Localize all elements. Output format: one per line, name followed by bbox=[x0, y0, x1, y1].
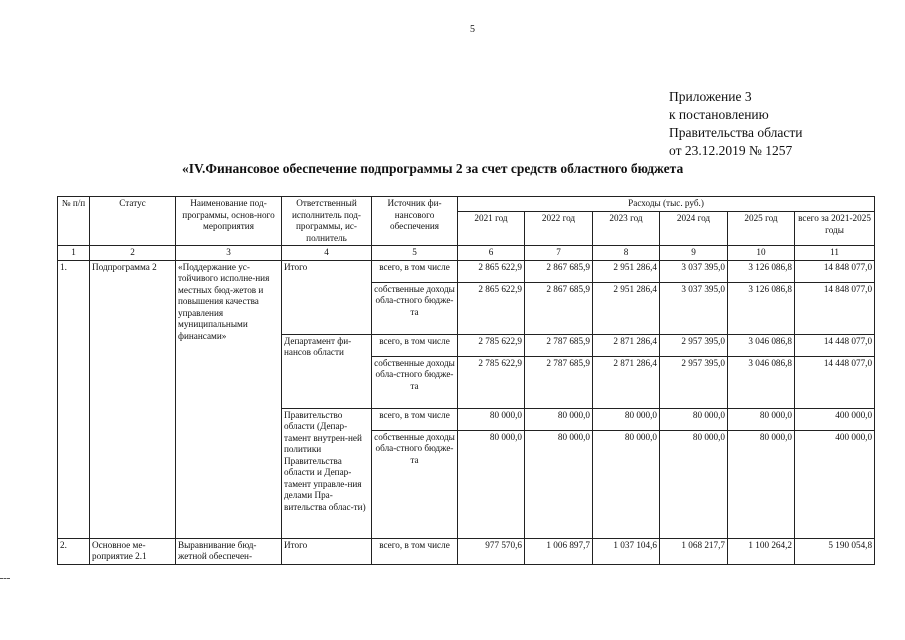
row-source: собственные доходы обла-стного бюдже-та bbox=[372, 356, 458, 408]
value-cell: 80 000,0 bbox=[728, 408, 795, 430]
header-year: 2023 год bbox=[593, 212, 660, 246]
column-number: 6 bbox=[458, 246, 525, 261]
value-cell: 1 100 264,2 bbox=[728, 538, 795, 564]
value-cell: 2 871 286,4 bbox=[593, 356, 660, 408]
column-number: 1 bbox=[58, 246, 90, 261]
value-cell: 2 785 622,9 bbox=[458, 334, 525, 356]
row-source: всего, в том числе bbox=[372, 408, 458, 430]
value-cell: 80 000,0 bbox=[728, 430, 795, 538]
value-cell: 80 000,0 bbox=[593, 408, 660, 430]
value-cell: 2 951 286,4 bbox=[593, 260, 660, 282]
appendix-block bbox=[669, 88, 802, 160]
row-source: собственные доходы обла-стного бюдже-та bbox=[372, 282, 458, 334]
value-cell: 3 046 086,8 bbox=[728, 356, 795, 408]
value-cell: 80 000,0 bbox=[660, 430, 728, 538]
value-cell: 14 448 077,0 bbox=[795, 356, 875, 408]
row-num: 2. bbox=[58, 538, 90, 564]
header-name: Наименование под-программы, основ-ного мероприятия bbox=[176, 197, 282, 246]
row-source: всего, в том числе bbox=[372, 334, 458, 356]
row-executor: Итого bbox=[282, 260, 372, 334]
value-cell: 2 787 685,9 bbox=[525, 334, 593, 356]
value-cell: 400 000,0 bbox=[795, 408, 875, 430]
header-num: № п/п bbox=[58, 197, 90, 246]
value-cell: 3 046 086,8 bbox=[728, 334, 795, 356]
value-cell: 400 000,0 bbox=[795, 430, 875, 538]
column-number: 3 bbox=[176, 246, 282, 261]
value-cell: 14 848 077,0 bbox=[795, 282, 875, 334]
value-cell: 2 865 622,9 bbox=[458, 282, 525, 334]
header-total: всего за 2021-2025 годы bbox=[795, 212, 875, 246]
value-cell: 2 951 286,4 bbox=[593, 282, 660, 334]
row-status: Основное ме-роприятие 2.1 bbox=[90, 538, 176, 564]
row-num: 1. bbox=[58, 260, 90, 538]
value-cell: 80 000,0 bbox=[593, 430, 660, 538]
header-year: 2022 год bbox=[525, 212, 593, 246]
header-source: Источник фи-нансового обеспечения bbox=[372, 197, 458, 246]
column-number: 2 bbox=[90, 246, 176, 261]
value-cell: 80 000,0 bbox=[525, 430, 593, 538]
value-cell: 2 865 622,9 bbox=[458, 260, 525, 282]
value-cell: 3 037 395,0 bbox=[660, 260, 728, 282]
header-year: 2024 год bbox=[660, 212, 728, 246]
row-source: собственные доходы обла-стного бюдже-та bbox=[372, 430, 458, 538]
row-source: всего, в том числе bbox=[372, 260, 458, 282]
value-cell: 2 867 685,9 bbox=[525, 282, 593, 334]
value-cell: 3 037 395,0 bbox=[660, 282, 728, 334]
value-cell: 2 871 286,4 bbox=[593, 334, 660, 356]
scan-mark bbox=[0, 578, 10, 579]
row-status: Подпрограмма 2 bbox=[90, 260, 176, 538]
value-cell: 80 000,0 bbox=[458, 430, 525, 538]
value-cell: 977 570,6 bbox=[458, 538, 525, 564]
column-number: 11 bbox=[795, 246, 875, 261]
column-number: 5 bbox=[372, 246, 458, 261]
row-name: «Поддержание ус-тойчивого исполне-ния местных бюд-жетов и повышения качества управления муниципальными финансами» bbox=[176, 260, 282, 538]
value-cell: 2 785 622,9 bbox=[458, 356, 525, 408]
row-executor: Правительство области (Депар-тамент внутрен-ней политики Правительства области и Депар-тамент управле-ния делами Пра-вительства облас-ти) bbox=[282, 408, 372, 538]
document-title: «IV.Финансовое обеспечение подпрограммы 2 за счет средств областного бюджета bbox=[182, 161, 684, 176]
row-name: Выравнивание бюд-жетной обеспечен- bbox=[176, 538, 282, 564]
header-year: 2021 год bbox=[458, 212, 525, 246]
row-executor: Итого bbox=[282, 538, 372, 564]
appendix-line: от 23.12.2019 № 1257 bbox=[669, 143, 793, 158]
value-cell: 2 957 395,0 bbox=[660, 334, 728, 356]
value-cell: 3 126 086,8 bbox=[728, 282, 795, 334]
value-cell: 1 006 897,7 bbox=[525, 538, 593, 564]
table-row bbox=[58, 538, 875, 564]
column-number-row bbox=[58, 246, 875, 261]
header-executor: Ответственный исполнитель под-программы, ис-полнитель bbox=[282, 197, 372, 246]
column-number: 10 bbox=[728, 246, 795, 261]
appendix-line: к постановлению bbox=[669, 107, 769, 122]
value-cell: 2 867 685,9 bbox=[525, 260, 593, 282]
value-cell: 14 448 077,0 bbox=[795, 334, 875, 356]
column-number: 8 bbox=[593, 246, 660, 261]
page-number: 5 bbox=[470, 24, 475, 35]
value-cell: 80 000,0 bbox=[525, 408, 593, 430]
value-cell: 80 000,0 bbox=[660, 408, 728, 430]
value-cell: 2 957 395,0 bbox=[660, 356, 728, 408]
column-number: 7 bbox=[525, 246, 593, 261]
header-status: Статус bbox=[90, 197, 176, 246]
column-number: 9 bbox=[660, 246, 728, 261]
table-row bbox=[58, 260, 875, 282]
header-year: 2025 год bbox=[728, 212, 795, 246]
header-expenses: Расходы (тыс. руб.) bbox=[458, 197, 875, 212]
value-cell: 14 848 077,0 bbox=[795, 260, 875, 282]
financing-table bbox=[57, 196, 875, 565]
value-cell: 80 000,0 bbox=[458, 408, 525, 430]
value-cell: 1 037 104,6 bbox=[593, 538, 660, 564]
column-number: 4 bbox=[282, 246, 372, 261]
value-cell: 3 126 086,8 bbox=[728, 260, 795, 282]
row-source: всего, в том числе bbox=[372, 538, 458, 564]
value-cell: 2 787 685,9 bbox=[525, 356, 593, 408]
value-cell: 1 068 217,7 bbox=[660, 538, 728, 564]
appendix-line: Правительства области bbox=[669, 125, 803, 140]
value-cell: 5 190 054,8 bbox=[795, 538, 875, 564]
row-executor: Департамент фи-нансов области bbox=[282, 334, 372, 408]
appendix-line: Приложение 3 bbox=[669, 89, 752, 104]
